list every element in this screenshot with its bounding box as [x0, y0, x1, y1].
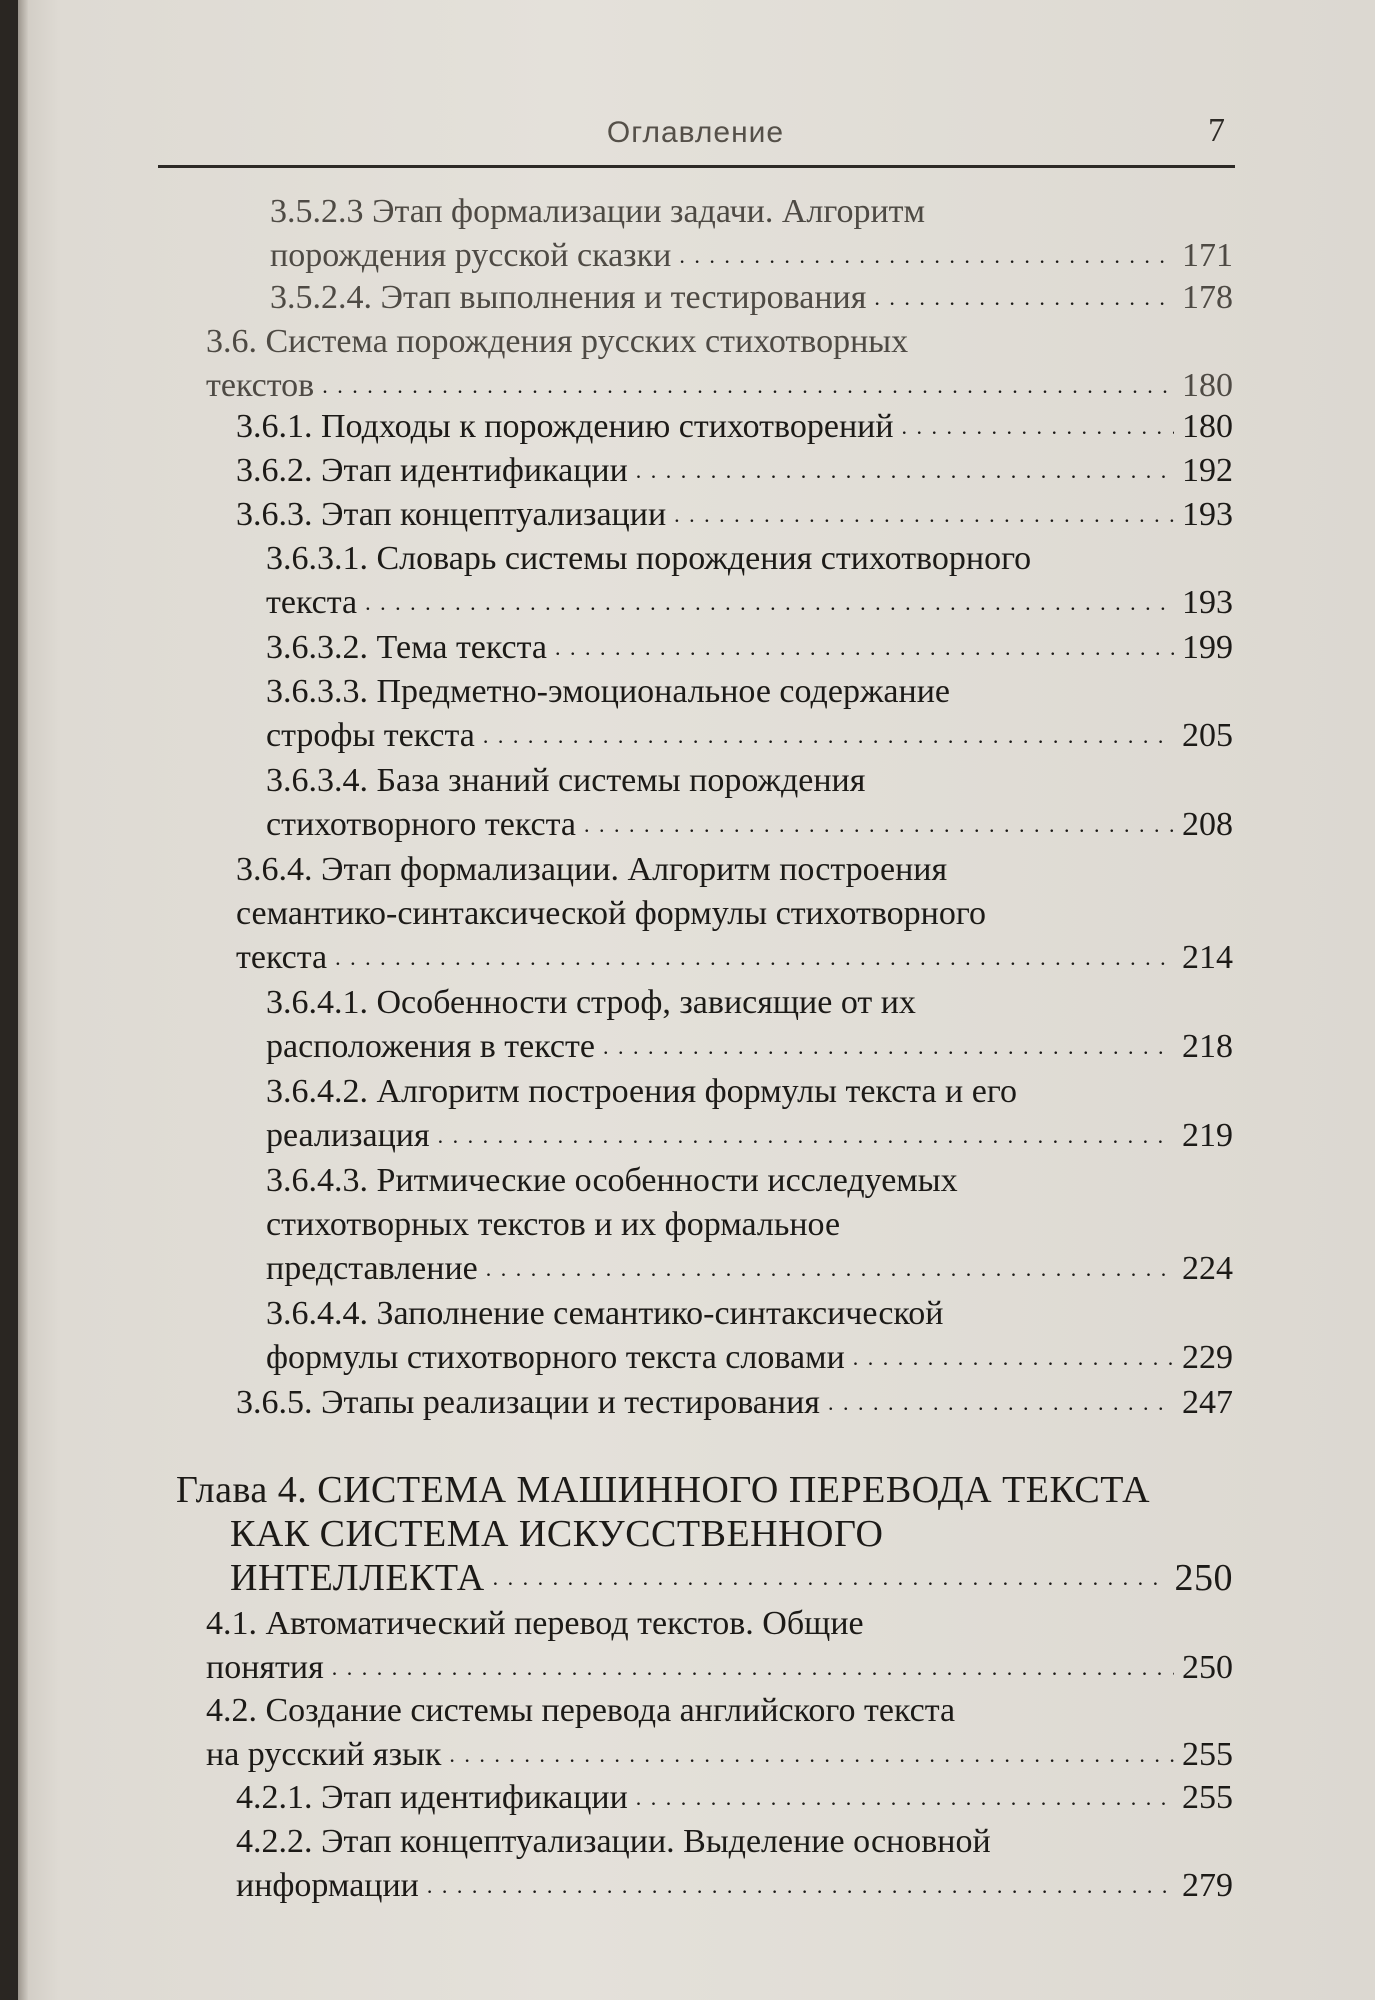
toc-page-number: 214: [1182, 939, 1233, 976]
toc-entry-line: [266, 759, 865, 803]
toc-entry-line: [266, 1114, 1233, 1158]
toc-dot-leader: [828, 1381, 1174, 1425]
toc-page-number: 193: [1182, 584, 1233, 621]
toc-entry-line: [266, 714, 1233, 758]
toc-entry-text: 3.6.3.3. Предметно-эмоциональное содержание: [266, 673, 951, 710]
toc-entry-text: КАК СИСТЕМА ИСКУССТВЕННОГО: [230, 1513, 884, 1555]
toc-entry-line: [230, 1512, 883, 1556]
toc-entry-text: 3.6.2. Этап идентификации: [236, 452, 628, 489]
toc-entry-line: [266, 1025, 1233, 1069]
toc-entry-line: [236, 1381, 1233, 1425]
toc-entry-text: ИНТЕЛЛЕКТА: [230, 1557, 485, 1599]
toc-dot-leader: [679, 234, 1174, 278]
toc-page-number: 208: [1182, 806, 1233, 843]
toc-dot-leader: [335, 936, 1174, 980]
toc-entry-text: 3.6.4.1. Особенности строф, зависящие от их: [266, 984, 916, 1021]
toc-entry-text: 3.6.3.2. Тема текста: [266, 629, 548, 666]
toc-entry-text: расположения в тексте: [266, 1028, 595, 1065]
toc-page-number: 218: [1182, 1028, 1233, 1065]
toc-entry-text: 3.6.3.4. База знаний системы порождения: [266, 762, 866, 799]
toc-entry-text: 3.6.4.3. Ритмические особенности исследуемых: [266, 1162, 958, 1199]
toc-page-number: 224: [1182, 1250, 1233, 1287]
toc-dot-leader: [449, 1733, 1174, 1777]
toc-entry-line: [266, 1203, 840, 1247]
toc-dot-leader: [603, 1025, 1174, 1069]
toc-entry-line: [270, 190, 925, 234]
toc-page-number: 171: [1182, 237, 1233, 274]
toc-entry-text: 3.6.4.4. Заполнение семантико-синтаксической: [266, 1295, 944, 1332]
toc-entry-line: [266, 1070, 1017, 1114]
toc-page-number: 192: [1182, 452, 1233, 489]
toc-entry-text: 3.6.4. Этап формализации. Алгоритм построения: [236, 851, 948, 888]
toc-entry-line: [236, 936, 1233, 980]
toc-entry-text: текста: [266, 584, 358, 621]
toc-entry-text: 3.6.3.1. Словарь системы порождения стихотворного: [266, 540, 1032, 577]
toc-page-number: 255: [1182, 1736, 1233, 1773]
book-page: [18, 0, 1375, 2000]
toc-page-number: 250: [1174, 1557, 1233, 1599]
toc-entry-text: 3.6.3. Этап концептуализации: [236, 496, 667, 533]
toc-dot-leader: [555, 626, 1174, 670]
toc-dot-leader: [584, 803, 1174, 847]
toc-entry-line: [236, 848, 947, 892]
toc-entry-line: [206, 1602, 864, 1646]
toc-page-number: 199: [1182, 629, 1233, 666]
toc-entry-line: [266, 1247, 1233, 1291]
toc-page-number: 255: [1182, 1779, 1233, 1816]
toc-entry-text: 3.6.4.2. Алгоритм построения формулы текста и его: [266, 1073, 1017, 1110]
toc-dot-leader: [486, 1247, 1174, 1291]
toc-entry-line: [270, 234, 1233, 278]
toc-entry-line: [266, 670, 950, 714]
toc-entry-text: порождения русской сказки: [270, 237, 672, 274]
toc-entry-text: 4.2. Создание системы перевода английского текста: [206, 1692, 956, 1729]
toc-entry-line: [206, 1733, 1233, 1777]
toc-entry-text: 4.2.2. Этап концептуализации. Выделение основной: [236, 1823, 991, 1860]
toc-page-number: 250: [1182, 1649, 1233, 1686]
toc-entry-text: 3.5.2.3 Этап формализации задачи. Алгоритм: [270, 193, 926, 230]
toc-entry-line: [270, 276, 1233, 320]
toc-entry-line: [266, 626, 1233, 670]
toc-entry-text: 3.6. Система порождения русских стихотворных: [206, 323, 909, 360]
toc-entry-text: понятия: [206, 1649, 324, 1686]
toc-entry-text: стихотворного текста: [266, 806, 576, 843]
toc-entry-text: формулы стихотворного текста словами: [266, 1339, 845, 1376]
toc-dot-leader: [674, 493, 1174, 537]
toc-entry-text: Глава 4. СИСТЕМА МАШИННОГО ПЕРЕВОДА ТЕКСТА: [176, 1469, 1151, 1511]
toc-entry-text: стихотворных текстов и их формальное: [266, 1206, 841, 1243]
toc-entry-line: [206, 1646, 1233, 1690]
toc-page-number: 205: [1182, 717, 1233, 754]
toc-dot-leader: [853, 1336, 1174, 1380]
toc-dot-leader: [438, 1114, 1174, 1158]
toc-entry-line: [266, 803, 1233, 847]
toc-dot-leader: [493, 1556, 1167, 1600]
toc-entry-text: 3.5.2.4. Этап выполнения и тестирования: [270, 279, 867, 316]
toc-dot-leader: [636, 449, 1174, 493]
toc-entry-line: [236, 449, 1233, 493]
toc-entry-text: 4.2.1. Этап идентификации: [236, 1779, 628, 1816]
toc-entry-text: 3.6.1. Подходы к порождению стихотворений: [236, 408, 894, 445]
table-of-contents: [18, 0, 1375, 2000]
toc-page-number: 178: [1182, 279, 1233, 316]
toc-entry-line: [206, 364, 1233, 408]
toc-entry-line: [266, 581, 1233, 625]
toc-dot-leader: [874, 276, 1174, 320]
toc-dot-leader: [322, 364, 1174, 408]
toc-entry-text: на русский язык: [206, 1736, 442, 1773]
toc-entry-text: представление: [266, 1250, 478, 1287]
toc-entry-line: [206, 1689, 955, 1733]
toc-entry-line: [236, 493, 1233, 537]
toc-page-number: 229: [1182, 1339, 1233, 1376]
toc-entry-line: [266, 537, 1031, 581]
toc-entry-text: 4.1. Автоматический перевод текстов. Общие: [206, 1605, 864, 1642]
toc-page-number: 279: [1182, 1867, 1233, 1904]
toc-entry-text: строфы текста: [266, 717, 475, 754]
toc-entry-line: [176, 1468, 1150, 1512]
toc-page-number: 219: [1182, 1117, 1233, 1154]
toc-page-number: 180: [1182, 367, 1233, 404]
toc-page-number: 193: [1182, 496, 1233, 533]
toc-entry-line: [236, 405, 1233, 449]
toc-entry-line: [236, 1776, 1233, 1820]
toc-entry-text: 3.6.5. Этапы реализации и тестирования: [236, 1384, 820, 1421]
toc-page-number: 180: [1182, 408, 1233, 445]
toc-entry-line: [266, 1292, 943, 1336]
toc-entry-text: семантико-синтаксической формулы стихотворного: [236, 895, 986, 932]
toc-entry-line: [266, 1159, 958, 1203]
toc-entry-text: текста: [236, 939, 328, 976]
header-page-number: 7: [1208, 112, 1225, 149]
toc-dot-leader: [483, 714, 1174, 758]
toc-page-number: 247: [1182, 1384, 1233, 1421]
toc-entry-text: текстов: [206, 367, 315, 404]
toc-dot-leader: [902, 405, 1174, 449]
header-title: Оглавление: [606, 116, 785, 149]
toc-entry-line: [236, 1864, 1233, 1908]
toc-entry-line: [230, 1556, 1233, 1600]
toc-entry-text: реализация: [266, 1117, 430, 1154]
toc-dot-leader: [365, 581, 1174, 625]
toc-dot-leader: [427, 1864, 1174, 1908]
toc-entry-text: информации: [236, 1867, 419, 1904]
toc-entry-line: [236, 1820, 991, 1864]
toc-dot-leader: [332, 1646, 1174, 1690]
toc-entry-line: [236, 892, 986, 936]
toc-entry-line: [266, 981, 916, 1025]
toc-dot-leader: [636, 1776, 1174, 1820]
toc-entry-line: [266, 1336, 1233, 1380]
toc-entry-line: [206, 320, 908, 364]
